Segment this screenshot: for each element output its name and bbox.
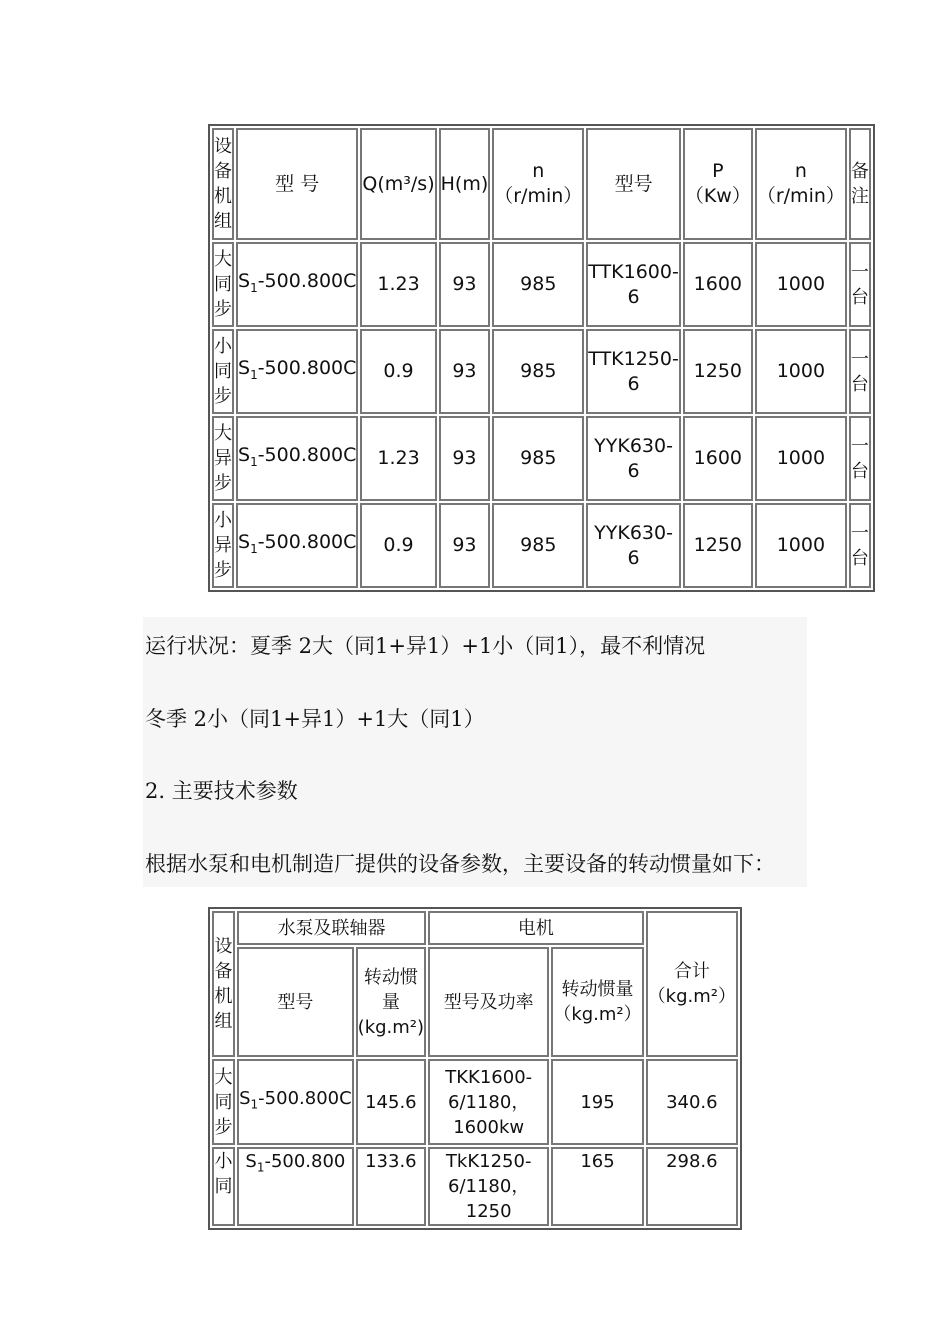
table-row <box>212 1147 738 1226</box>
cell-unit: 小异步 <box>212 503 234 588</box>
header-n-pump: n（r/min） <box>492 128 584 240</box>
cell-power: 1250 <box>683 503 753 588</box>
table-row <box>212 503 871 588</box>
cell-motor-model: TTK1600-6 <box>586 242 681 327</box>
cell-remark: 一台 <box>849 242 871 327</box>
header-pump-inertia: 转动惯量(kg.m²) <box>356 947 426 1057</box>
cell-motor-inertia: 195 <box>551 1059 643 1145</box>
cell-unit: 小同 <box>212 1147 235 1226</box>
cell-q: 1.23 <box>360 416 436 501</box>
cell-h: 93 <box>439 242 491 327</box>
cell-total: 298.6 <box>646 1147 738 1226</box>
operating-status-summer: 运行状况：夏季 2大（同1+异1）+1小（同1），最不利情况 <box>145 634 706 658</box>
cell-model: $S_1-500.800C$ <box>236 503 358 588</box>
cell-q: 1.23 <box>360 242 436 327</box>
header-power: P（Kw） <box>683 128 753 240</box>
section-heading-main-params: 2. 主要技术参数 <box>145 779 298 803</box>
header-q: Q(m³/s) <box>360 128 436 240</box>
table-row <box>212 242 871 327</box>
header-remark: 备注 <box>849 128 871 240</box>
cell-power: 1600 <box>683 242 753 327</box>
header-pump-group: 水泵及联轴器 <box>237 911 426 945</box>
cell-unit: 大同步 <box>212 242 234 327</box>
inertia-table <box>208 907 742 1230</box>
cell-h: 93 <box>439 503 491 588</box>
cell-remark: 一台 <box>849 329 871 414</box>
cell-n-pump: 985 <box>492 329 584 414</box>
header-motor-model: 型号及功率 <box>428 947 549 1057</box>
cell-pump-inertia: 133.6 <box>356 1147 426 1226</box>
header-motor-model: 型号 <box>586 128 681 240</box>
cell-motor-model: YYK630-6 <box>586 416 681 501</box>
cell-model: $S_1-500.800C$ <box>236 416 358 501</box>
header-h: H(m) <box>439 128 491 240</box>
cell-q: 0.9 <box>360 329 436 414</box>
cell-h: 93 <box>439 329 491 414</box>
header-n-motor: n（r/min） <box>755 128 847 240</box>
cell-remark: 一台 <box>849 416 871 501</box>
table-row <box>212 1059 738 1145</box>
table-row <box>212 329 871 414</box>
cell-h: 93 <box>439 416 491 501</box>
cell-n-motor: 1000 <box>755 242 847 327</box>
cell-q: 0.9 <box>360 503 436 588</box>
header-unit: 设备机组 <box>212 911 235 1057</box>
cell-unit: 小同步 <box>212 329 234 414</box>
table-header-row <box>212 911 738 945</box>
cell-motor-model: YYK630-6 <box>586 503 681 588</box>
header-pump-model: 型号 <box>237 947 354 1057</box>
cell-unit: 大同步 <box>212 1059 235 1145</box>
header-motor-inertia: 转动惯量（kg.m²） <box>551 947 643 1057</box>
header-model: 型 号 <box>236 128 358 240</box>
cell-n-pump: 985 <box>492 503 584 588</box>
cell-motor-model: TKK1600-6/1180，1600kw <box>428 1059 549 1145</box>
cell-motor-model: TkK1250-6/1180，1250 <box>428 1147 549 1226</box>
cell-motor-inertia: 165 <box>551 1147 643 1226</box>
header-motor-group: 电机 <box>428 911 644 945</box>
pump-motor-spec-table <box>208 124 875 592</box>
cell-pump-model: $S_1-500.800$ <box>237 1147 354 1226</box>
cell-power: 1250 <box>683 329 753 414</box>
cell-pump-model: $S_1-500.800C$ <box>237 1059 354 1145</box>
cell-n-motor: 1000 <box>755 416 847 501</box>
cell-n-pump: 985 <box>492 416 584 501</box>
table-row <box>212 416 871 501</box>
cell-n-motor: 1000 <box>755 503 847 588</box>
cell-total: 340.6 <box>646 1059 738 1145</box>
cell-model: $S_1-500.800C$ <box>236 329 358 414</box>
header-unit: 设备机组 <box>212 128 234 240</box>
cell-n-pump: 985 <box>492 242 584 327</box>
cell-unit: 大异步 <box>212 416 234 501</box>
cell-model: $S_1-500.800C$ <box>236 242 358 327</box>
cell-motor-model: TTK1250-6 <box>586 329 681 414</box>
cell-pump-inertia: 145.6 <box>356 1059 426 1145</box>
cell-n-motor: 1000 <box>755 329 847 414</box>
operating-status-winter: 冬季 2小（同1+异1）+1大（同1） <box>145 707 485 731</box>
table-header-row <box>212 128 871 240</box>
inertia-intro-text: 根据水泵和电机制造厂提供的设备参数，主要设备的转动惯量如下： <box>145 852 775 876</box>
header-total: 合计（kg.m²） <box>646 911 738 1057</box>
cell-power: 1600 <box>683 416 753 501</box>
cell-remark: 一台 <box>849 503 871 588</box>
